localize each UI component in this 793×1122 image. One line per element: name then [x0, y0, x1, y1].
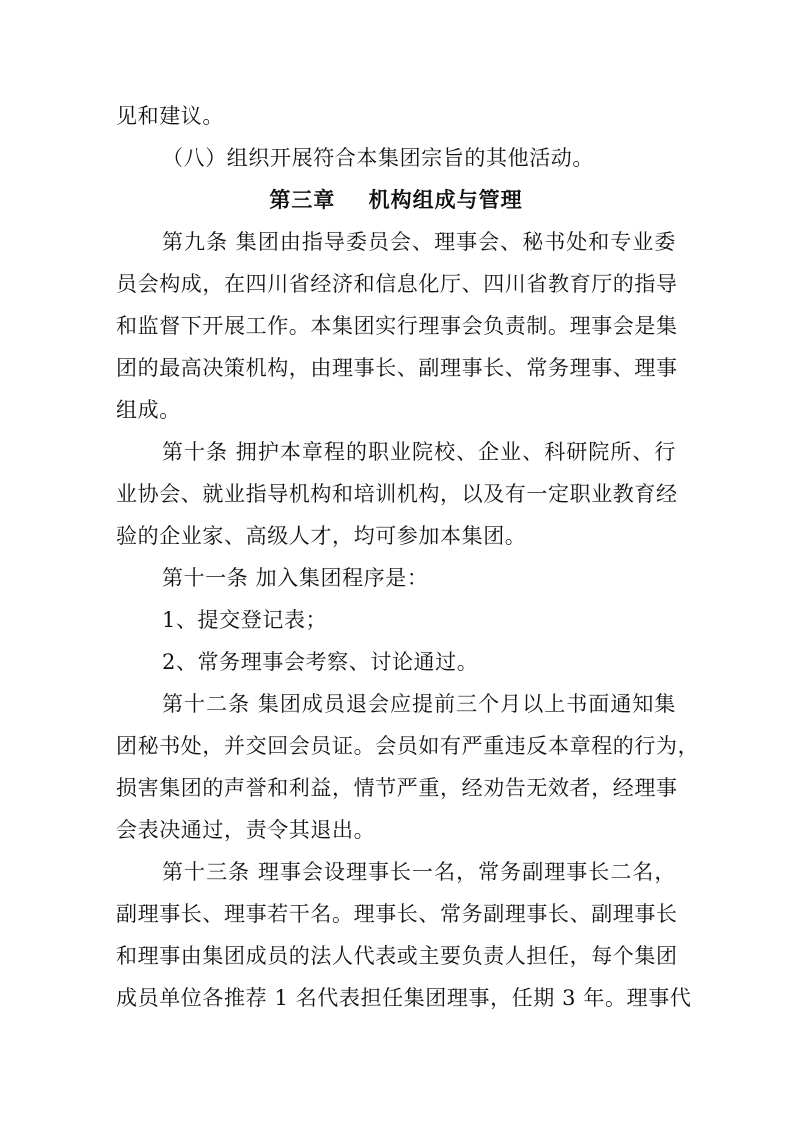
paragraph-line: 业协会、就业指导机构和培训机构，以及有一定职业教育经	[116, 482, 678, 506]
paragraph-line: 第十条 拥护本章程的职业院校、企业、科研院所、行	[162, 440, 676, 464]
chapter-heading: 第三章 机构组成与管理	[269, 188, 523, 212]
paragraph-line: 损害集团的声誉和利益，情节严重，经劝告无效者，经理事	[116, 776, 678, 800]
paragraph-line: 第十一条 加入集团程序是：	[162, 566, 429, 590]
paragraph-line: 成员单位各推荐 1 名代表担任集团理事，任期 3 年。理事代	[116, 986, 692, 1010]
paragraph-line: 组成。	[116, 398, 181, 422]
paragraph-line: 员会构成，在四川省经济和信息化厅、四川省教育厅的指导	[116, 272, 678, 296]
paragraph-line: 第十三条 理事会设理事长一名，常务副理事长二名，	[162, 860, 676, 884]
list-item: 1、提交登记表；	[162, 608, 328, 632]
paragraph-line: 副理事长、理事若干名。理事长、常务副理事长、副理事长	[116, 902, 678, 926]
paragraph-line: 和理事由集团成员的法人代表或主要负责人担任，每个集团	[116, 944, 678, 968]
paragraph-line: 第九条 集团由指导委员会、理事会、秘书处和专业委	[162, 230, 676, 254]
paragraph-line: 团的最高决策机构，由理事长、副理事长、常务理事、理事	[116, 356, 678, 380]
paragraph-line: 第十二条 集团成员退会应提前三个月以上书面通知集	[162, 692, 676, 716]
paragraph-line: 验的企业家、高级人才，均可参加本集团。	[116, 524, 527, 548]
list-item: 2、常务理事会考察、讨论通过。	[162, 650, 479, 674]
paragraph-line: 和监督下开展工作。本集团实行理事会负责制。理事会是集	[116, 314, 678, 338]
paragraph-line: 会表决通过，责令其退出。	[116, 818, 376, 842]
paragraph-line: （八）组织开展符合本集团宗旨的其他活动。	[162, 146, 594, 170]
paragraph-line: 见和建议。	[116, 104, 224, 128]
paragraph-line: 团秘书处，并交回会员证。会员如有严重违反本章程的行为，	[116, 734, 700, 758]
